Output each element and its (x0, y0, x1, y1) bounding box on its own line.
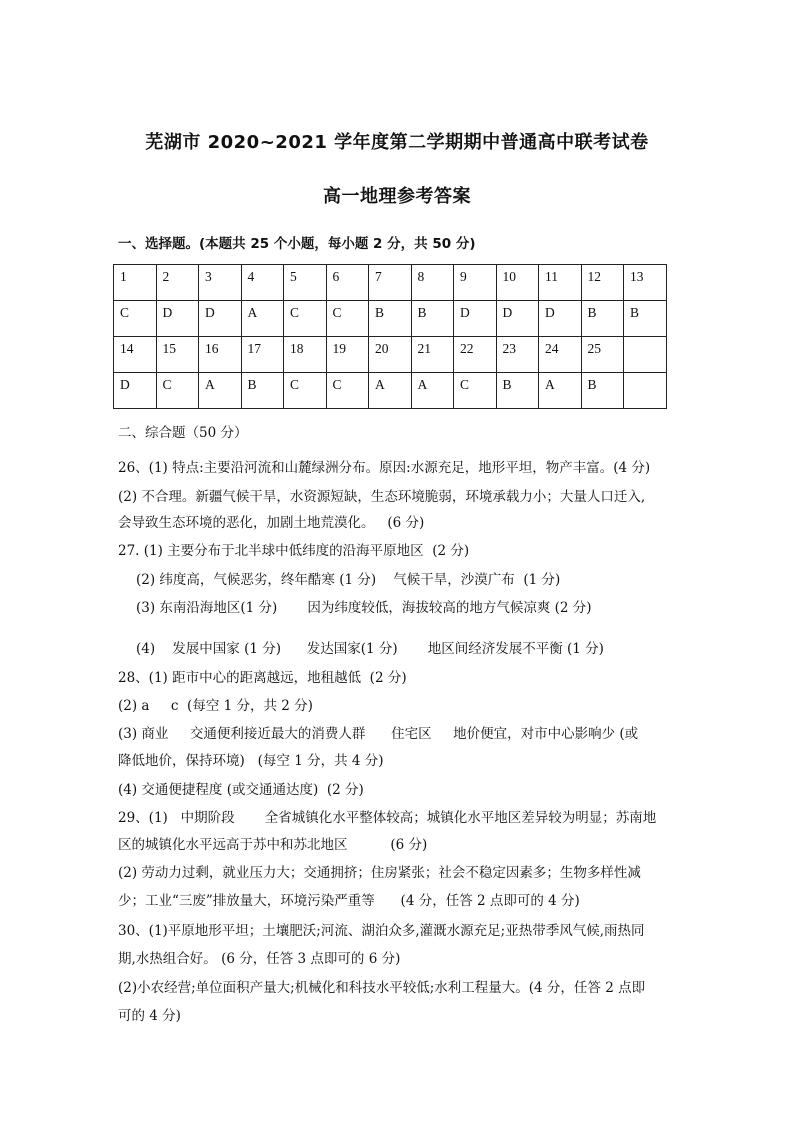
table-cell: 7 (369, 265, 412, 301)
table-cell: D (496, 301, 539, 337)
table-cell: 24 (539, 337, 582, 373)
answer-line: 期,水热组合好。 (6 分，任答 3 点即可的 6 分) (118, 951, 401, 967)
table-cell: C (454, 373, 497, 409)
answer-line: (2) 纬度高，气候恶劣，终年酷寒 (1 分) 气候干旱，沙漠广布 (1 分) (136, 572, 561, 588)
answer-line: 区的城镇化水平远高于苏中和苏北地区 (6 分) (118, 837, 428, 853)
document-title: 芜湖市 2020~2021 学年度第二学期期中普通高中联考试卷 (145, 132, 649, 153)
table-row (114, 337, 667, 373)
table-cell: 9 (454, 265, 497, 301)
table-cell: A (199, 373, 242, 409)
table-cell: 19 (326, 337, 369, 373)
table-row (114, 301, 667, 337)
table-cell: 8 (411, 265, 454, 301)
table-cell: 18 (284, 337, 327, 373)
table-cell: B (496, 373, 539, 409)
answer-line: 26、(1) 特点:主要沿河流和山麓绿洲分布。原因:水源充足，地形平坦，物产丰富。(4 分) (118, 460, 651, 476)
table-cell: A (411, 373, 454, 409)
table-cell: B (241, 373, 284, 409)
table-cell: D (156, 301, 199, 337)
table-cell: A (369, 373, 412, 409)
table-cell: 12 (581, 265, 624, 301)
table-cell: 11 (539, 265, 582, 301)
table-cell: B (411, 301, 454, 337)
table-cell: 3 (199, 265, 242, 301)
answer-line: (4) 发展中国家 (1 分) 发达国家(1 分) 地区间经济发展不平衡 (1 分) (136, 641, 604, 657)
table-row (114, 373, 667, 409)
table-cell: 15 (156, 337, 199, 373)
table-cell: 17 (241, 337, 284, 373)
section-2-heading: 二、综合题（50 分） (118, 425, 248, 441)
table-cell: D (454, 301, 497, 337)
answer-line: (2) a c (每空 1 分，共 2 分) (118, 698, 313, 714)
table-cell (624, 373, 667, 409)
table-cell: 23 (496, 337, 539, 373)
table-cell: 1 (114, 265, 157, 301)
table-cell: C (326, 373, 369, 409)
table-cell: C (156, 373, 199, 409)
table-cell: C (284, 373, 327, 409)
table-cell: 13 (624, 265, 667, 301)
answer-line: (2)小农经营;单位面积产量大;机械化和科技水平较低;水利工程量大。(4 分，任答 2 点即 (118, 980, 646, 996)
table-cell: A (539, 373, 582, 409)
table-cell: B (624, 301, 667, 337)
table-cell (624, 337, 667, 373)
answer-line: (3) 商业 交通便利接近最大的消费人群 住宅区 地价便宜，对市中心影响少 (或 (118, 726, 639, 742)
table-cell: D (114, 373, 157, 409)
table-cell: 10 (496, 265, 539, 301)
table-cell: C (284, 301, 327, 337)
table-cell: B (581, 301, 624, 337)
answer-line: (3) 东南沿海地区(1 分) 因为纬度较低，海拔较高的地方气候凉爽 (2 分) (136, 600, 592, 616)
answer-line: 降低地价，保持环境) (每空 1 分，共 4 分) (118, 753, 384, 769)
answer-line: 30、(1)平原地形平坦；土壤肥沃;河流、湖泊众多,灌溉水源充足;亚热带季风气候,雨热同 (118, 923, 645, 939)
table-cell: C (114, 301, 157, 337)
table-cell: C (326, 301, 369, 337)
table-cell: A (241, 301, 284, 337)
table-cell: 4 (241, 265, 284, 301)
answer-line: 可的 4 分) (118, 1008, 181, 1024)
answer-line: (2) 不合理。新疆气候干旱，水资源短缺，生态环境脆弱，环境承载力小；大量人口迁入, (118, 489, 646, 505)
answer-line: 29、(1) 中期阶段 全省城镇化水平整体较高；城镇化水平地区差异较为明显；苏南地 (118, 810, 657, 826)
answer-line: 会导致生态环境的恶化，加剧土地荒漠化。 (6 分) (118, 515, 425, 531)
table-cell: D (539, 301, 582, 337)
table-cell: 22 (454, 337, 497, 373)
section-1-heading: 一、选择题。(本题共 25 个小题，每小题 2 分，共 50 分) (118, 236, 476, 252)
table-cell: 16 (199, 337, 242, 373)
table-cell: D (199, 301, 242, 337)
answer-line: (4) 交通便捷程度 (或交通通达度) (2 分) (118, 782, 364, 798)
answer-line: 27. (1) 主要分布于北半球中低纬度的沿海平原地区 (2 分) (118, 543, 470, 559)
table-cell: 14 (114, 337, 157, 373)
table-cell: 25 (581, 337, 624, 373)
answer-table (113, 264, 667, 409)
table-cell: 20 (369, 337, 412, 373)
answer-line: 少；工业“三废”排放量大，环境污染严重等 (4 分，任答 2 点即可的 4 分) (118, 893, 580, 909)
document-subtitle: 高一地理参考答案 (323, 186, 471, 207)
table-cell: 6 (326, 265, 369, 301)
answer-line: 28、(1) 距市中心的距离越远，地租越低 (2 分) (118, 670, 407, 686)
table-cell: B (369, 301, 412, 337)
table-cell: B (581, 373, 624, 409)
table-row (114, 265, 667, 301)
table-cell: 5 (284, 265, 327, 301)
answer-line: (2) 劳动力过剩，就业压力大；交通拥挤；住房紧张；社会不稳定因素多；生物多样性减 (118, 865, 641, 881)
table-cell: 2 (156, 265, 199, 301)
table-cell: 21 (411, 337, 454, 373)
